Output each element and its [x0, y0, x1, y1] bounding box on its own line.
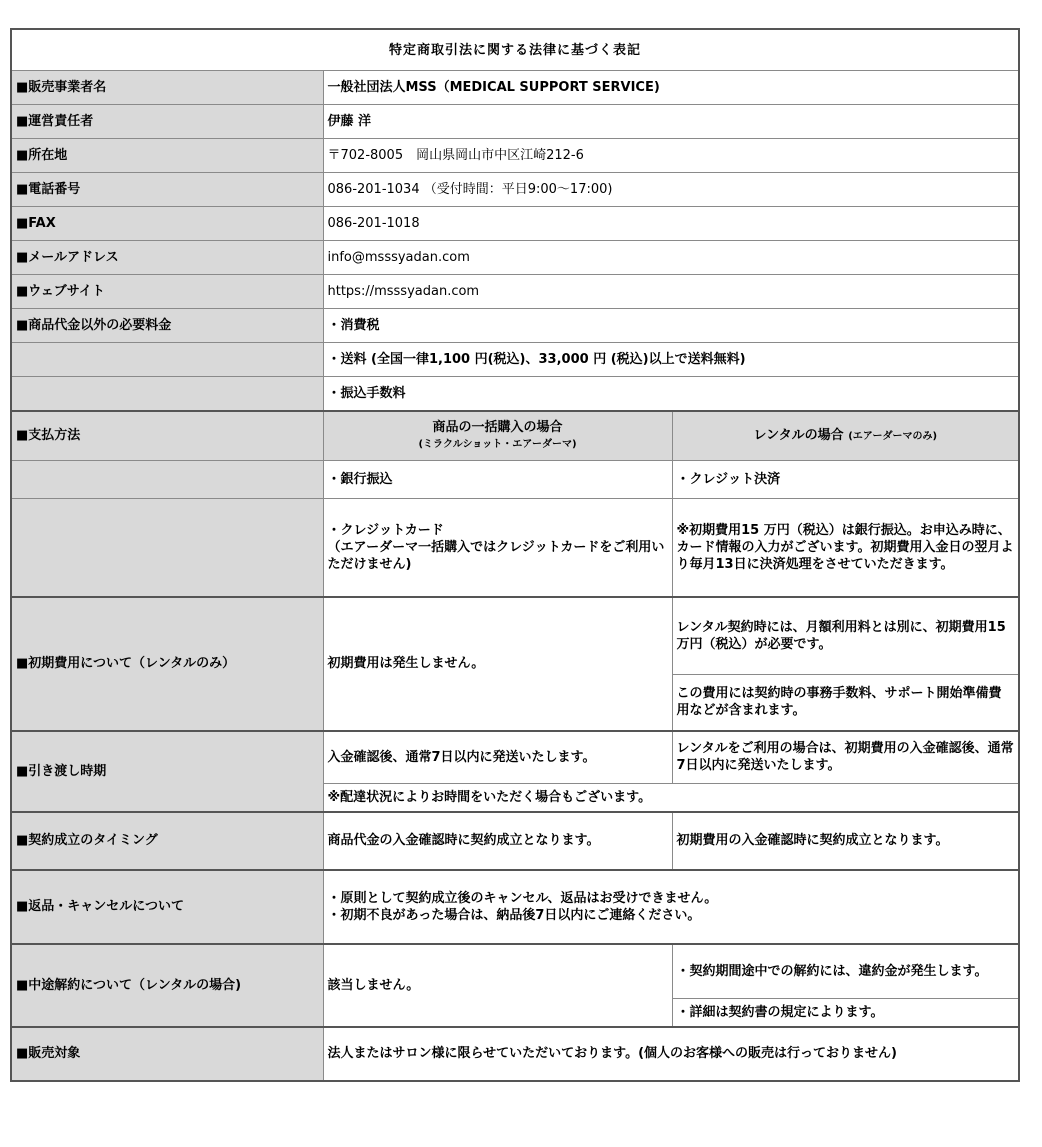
- payment-purchase-header: [323, 411, 672, 461]
- fees-label: ■商品代金以外の必要料金: [11, 309, 323, 343]
- table-row: [11, 944, 1019, 999]
- target-label: ■販売対象: [11, 1027, 323, 1081]
- email-value[interactable]: info@msssyadan.com: [323, 241, 1019, 275]
- payment-label-blank: [11, 461, 323, 499]
- table-row: [11, 71, 1019, 105]
- table-row: [11, 870, 1019, 944]
- returns-line2: ・初期不良があった場合は、納品後7日以内にご連絡ください。: [327, 907, 701, 923]
- initial-cost-label: ■初期費用について（レンタルのみ）: [11, 597, 323, 731]
- initial-cost-rental-1: レンタル契約時には、月額利用料とは別に、初期費用15 万円（税込）が必要です。: [672, 597, 1019, 675]
- title-row: [11, 29, 1019, 71]
- contract-label: ■契約成立のタイミング: [11, 812, 323, 870]
- payment-rental-header: [672, 411, 1019, 461]
- purchase-header-sub: (ミラクルショット・エアーダーマ): [418, 438, 577, 450]
- delivery-label: ■引き渡し時期: [11, 731, 323, 812]
- contract-purchase: 商品代金の入金確認時に契約成立となります。: [323, 812, 672, 870]
- table-row: [11, 139, 1019, 173]
- cancellation-rental-2: ・詳細は契約書の規定によります。: [672, 999, 1019, 1027]
- rental-payment-note: ※初期費用15 万円（税込）は銀行振込。お申込み時に、カード情報の入力がございます。初期費用入金日の翌月より毎月13日に決済処理をさせていただきます。: [672, 499, 1019, 597]
- table-row: [11, 1027, 1019, 1081]
- table-row: [11, 597, 1019, 675]
- returns-label: ■返品・キャンセルについて: [11, 870, 323, 944]
- table-row: [11, 309, 1019, 343]
- legal-notice-document: [10, 28, 1018, 1082]
- cancellation-label: ■中途解約について（レンタルの場合): [11, 944, 323, 1027]
- rental-header-sub: (エアーダーマのみ): [848, 430, 938, 442]
- cancellation-rental-1: ・契約期間途中での解約には、違約金が発生します。: [672, 944, 1019, 999]
- returns-line1: ・原則として契約成立後のキャンセル、返品はお受けできません。: [327, 890, 718, 906]
- table-row: [11, 377, 1019, 411]
- fees-item: ・消費税: [323, 309, 1019, 343]
- fees-item: ・送料 (全国一律1,100 円(税込)、33,000 円 (税込)以上で送料無料): [323, 343, 1019, 377]
- website-value[interactable]: https://msssyadan.com: [323, 275, 1019, 309]
- table-row: [11, 173, 1019, 207]
- purchase-credit-line2: （エアーダーマ一括購入ではクレジットカードをご利用いただけません): [327, 539, 665, 572]
- delivery-purchase: 入金確認後、通常7日以内に発送いたします。: [323, 731, 672, 784]
- page-title: 特定商取引法に関する法律に基づく表記: [11, 29, 1019, 71]
- seller-label: ■販売事業者名: [11, 71, 323, 105]
- address-label: ■所在地: [11, 139, 323, 173]
- table-row: [11, 343, 1019, 377]
- table-row: [11, 275, 1019, 309]
- manager-label: ■運営責任者: [11, 105, 323, 139]
- rental-credit: ・クレジット決済: [672, 461, 1019, 499]
- initial-cost-purchase: 初期費用は発生しません。: [323, 597, 672, 731]
- purchase-header-main: 商品の一括購入の場合: [432, 419, 563, 435]
- address-value: 〒702-8005 岡山県岡山市中区江崎212-6: [323, 139, 1019, 173]
- website-label: ■ウェブサイト: [11, 275, 323, 309]
- legal-notice-table: [10, 28, 1020, 1082]
- fees-label-blank: [11, 377, 323, 411]
- delivery-rental: レンタルをご利用の場合は、初期費用の入金確認後、通常7日以内に発送いたします。: [672, 731, 1019, 784]
- email-label: ■メールアドレス: [11, 241, 323, 275]
- phone-label: ■電話番号: [11, 173, 323, 207]
- delivery-note: ※配達状況によりお時間をいただく場合もございます。: [323, 784, 1019, 812]
- seller-value: 一般社団法人MSS（MEDICAL SUPPORT SERVICE): [323, 71, 1019, 105]
- purchase-bank-transfer: ・銀行振込: [323, 461, 672, 499]
- fax-value: 086-201-1018: [323, 207, 1019, 241]
- manager-value: 伊藤 洋: [323, 105, 1019, 139]
- initial-cost-rental-2: この費用には契約時の事務手数料、サポート開始準備費用などが含まれます。: [672, 675, 1019, 731]
- table-row: [11, 812, 1019, 870]
- cancellation-purchase: 該当しません。: [323, 944, 672, 1027]
- phone-value: 086-201-1034 （受付時間：平日9:00〜17:00): [323, 173, 1019, 207]
- target-value: 法人またはサロン様に限らせていただいております。(個人のお客様への販売は行っておりません): [323, 1027, 1019, 1081]
- table-row: [11, 207, 1019, 241]
- table-row: [11, 241, 1019, 275]
- fax-label: ■FAX: [11, 207, 323, 241]
- table-row: [11, 499, 1019, 597]
- rental-header-main: レンタルの場合: [753, 427, 844, 443]
- contract-rental: 初期費用の入金確認時に契約成立となります。: [672, 812, 1019, 870]
- purchase-credit-card: [323, 499, 672, 597]
- payment-label: ■支払方法: [11, 411, 323, 461]
- fees-item: ・振込手数料: [323, 377, 1019, 411]
- fees-label-blank: [11, 343, 323, 377]
- payment-label-blank: [11, 499, 323, 597]
- table-row: [11, 461, 1019, 499]
- table-row: [11, 411, 1019, 461]
- table-row: [11, 105, 1019, 139]
- returns-value: [323, 870, 1019, 944]
- table-row: [11, 731, 1019, 784]
- purchase-credit-line1: ・クレジットカード: [327, 522, 444, 538]
